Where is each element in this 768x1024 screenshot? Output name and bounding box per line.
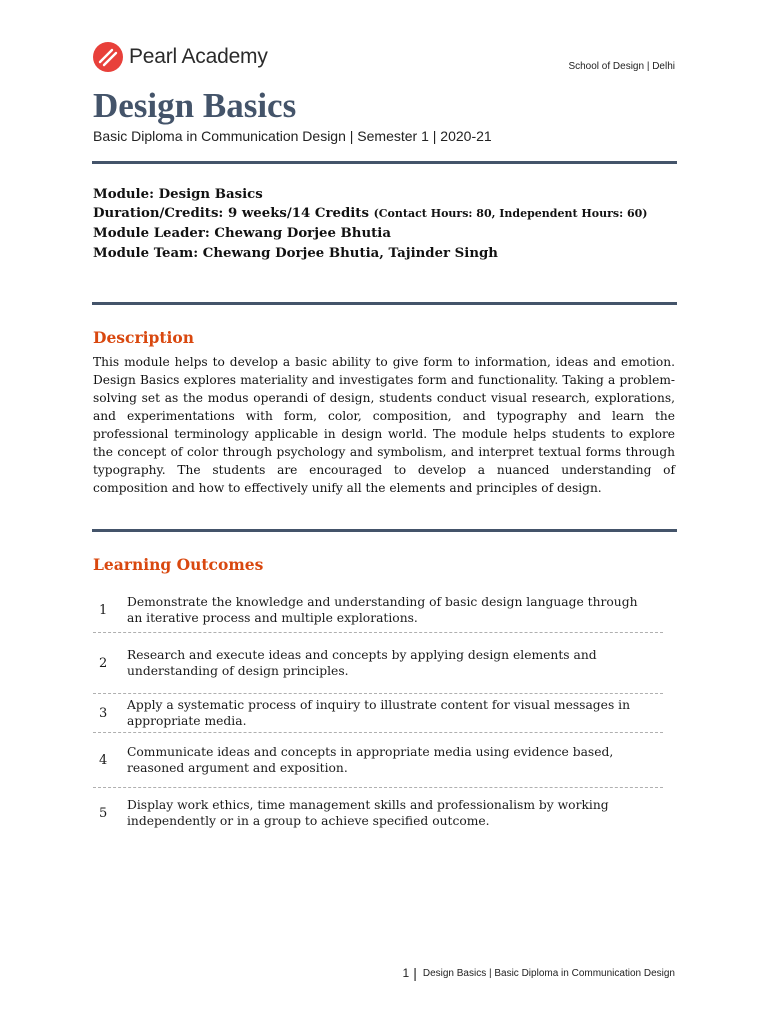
learning-outcomes-heading: Learning Outcomes [93,555,264,574]
outcome-number: 4 [99,752,108,768]
module-duration-note: (Contact Hours: 80, Independent Hours: 60) [373,207,648,220]
outcome-row [93,633,663,694]
outcome-number: 1 [99,602,108,618]
outcome-row [93,788,663,838]
page-number: 1 [402,966,410,980]
divider [92,302,677,305]
outcome-number: 3 [99,705,108,721]
page-title: Design Basics [93,86,297,125]
page-footer [403,965,675,981]
module-team: Module Team: Chewang Dorjee Bhutia, Tajinder Singh [93,246,498,261]
divider [92,161,677,164]
outcome-text: Demonstrate the knowledge and understanding of basic design language through an iterative process and multiple explorations. [127,595,638,625]
outcome-row [93,694,663,733]
outcome-text: Apply a systematic process of inquiry to illustrate content for visual messages in appropriate media. [127,698,631,728]
outcome-number: 5 [99,805,108,821]
brand-name: Pearl Academy [129,45,268,68]
learning-outcomes-list [93,588,663,838]
module-duration [93,206,648,221]
module-duration-text: Duration/Credits: 9 weeks/14 Credits [93,206,369,221]
outcome-text: Research and execute ideas and concepts by applying design elements and understanding of design principles. [127,648,597,678]
outcome-text: Display work ethics, time management skills and professionalism by working independently or in a group to achieve specified outcome. [127,798,609,828]
module-leader: Module Leader: Chewang Dorjee Bhutia [93,226,391,241]
outcome-text: Communicate ideas and concepts in appropriate media using evidence based, reasoned argument and exposition. [127,745,614,775]
outcome-number: 2 [99,655,108,671]
pearl-academy-logo-icon [93,42,123,72]
divider [92,529,677,532]
brand-logo [93,42,268,72]
description-heading: Description [93,328,195,347]
footer-separator: | [413,965,417,981]
footer-text: Design Basics | Basic Diploma in Communication Design [422,967,675,979]
outcome-row [93,733,663,788]
page-subtitle: Basic Diploma in Communication Design | Semester 1 | 2020-21 [93,128,492,144]
school-location: School of Design | Delhi [568,61,675,72]
module-name: Module: Design Basics [93,187,263,202]
outcome-row [93,588,663,633]
description-body: This module helps to develop a basic ability to give form to information, ideas and emotion. Design Basics explores materiality and investigates form and functionality. Taking a problem-solving set as the modus operandi of design, students conduct visual research, explorations, and experimentations with form, color, composition, and typography and learn the professional terminology applicable in design world. The module helps students to explore the concept of color through psychology and symbolism, and interpret textual forms through typography. The students are encouraged to develop a nuanced understanding of composition and how to effectively unify all the elements and principles of design. [93,355,675,495]
